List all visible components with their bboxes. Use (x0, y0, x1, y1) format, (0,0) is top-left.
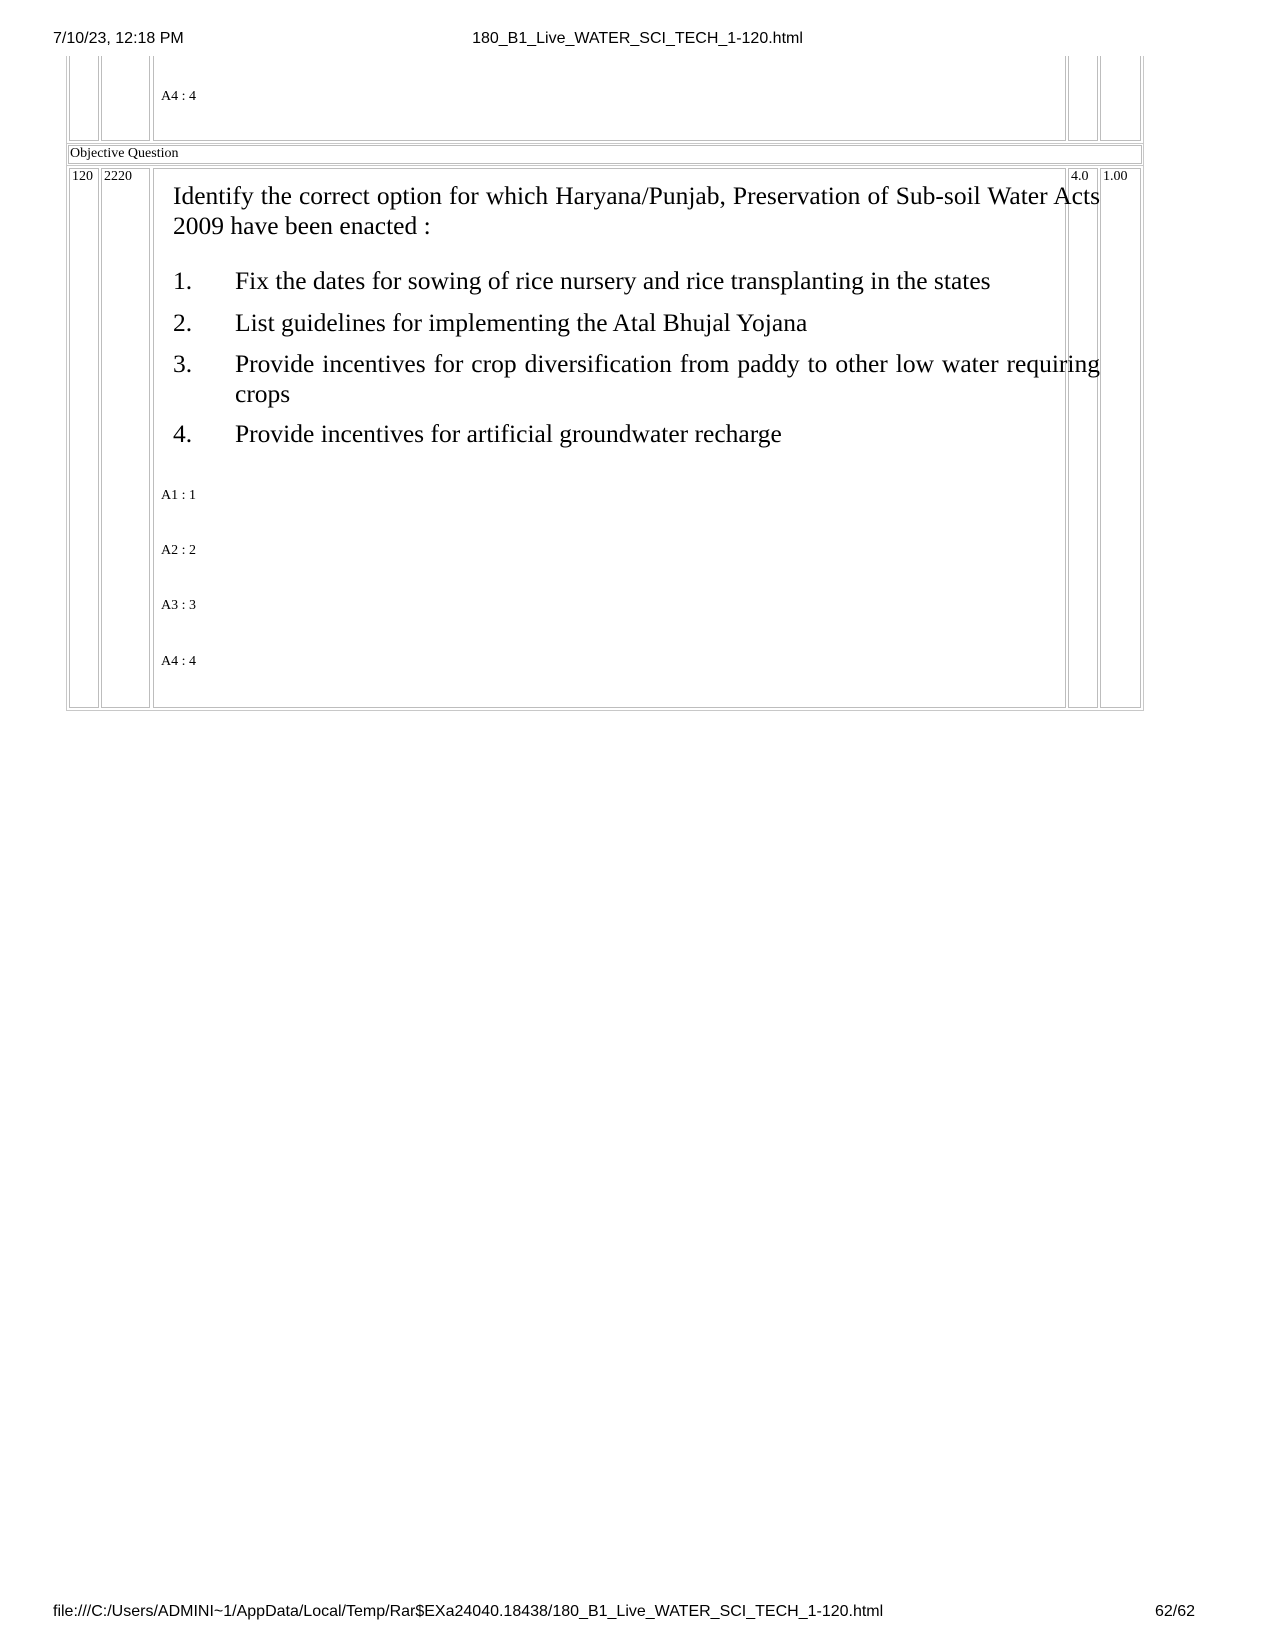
print-datetime: 7/10/23, 12:18 PM (53, 30, 184, 47)
option-number: 1. (173, 266, 193, 295)
answer-a4: A4 : 4 (161, 654, 196, 669)
negative-cell (1100, 168, 1141, 708)
answer-a1: A1 : 1 (161, 488, 196, 503)
option-text: List guidelines for implementing the Atal Bhujal Yojana (235, 308, 808, 337)
option-text: Provide incentives for artificial groundwater recharge (235, 419, 782, 448)
print-page-title: 180_B1_Live_WATER_SCI_TECH_1-120.html (472, 30, 803, 47)
answer-a2: A2 : 2 (161, 543, 196, 558)
question-negative: 1.00 (1103, 169, 1128, 184)
option-number: 4. (173, 419, 193, 448)
option-number: 3. (173, 349, 193, 378)
print-page-number: 62/62 (1154, 1603, 1195, 1620)
sno-cell (69, 168, 99, 708)
qid-cell (101, 168, 150, 708)
prev-answer-a4: A4 : 4 (161, 89, 196, 104)
question-sno: 120 (72, 169, 93, 184)
option-text: Provide incentives for crop diversification from paddy to other low water requiring crops (235, 349, 1100, 408)
answer-a3: A3 : 3 (161, 598, 196, 613)
print-file-path: file:///C:/Users/ADMINI~1/AppData/Local/Temp/Rar$EXa24040.18438/180_B1_Live_WATER_SCI_TECH_1-120.html (53, 1603, 884, 1620)
question-marks: 4.0 (1071, 169, 1089, 184)
question-text: Identify the correct option for which Haryana/Punjab, Preservation of Sub-soil Water Acts 2009 have been enacted : (173, 181, 1100, 240)
option-text: Fix the dates for sowing of rice nursery and rice transplanting in the states (235, 266, 991, 295)
question-id: 2220 (104, 169, 132, 184)
section-label: Objective Question (70, 146, 179, 161)
option-number: 2. (173, 308, 193, 337)
